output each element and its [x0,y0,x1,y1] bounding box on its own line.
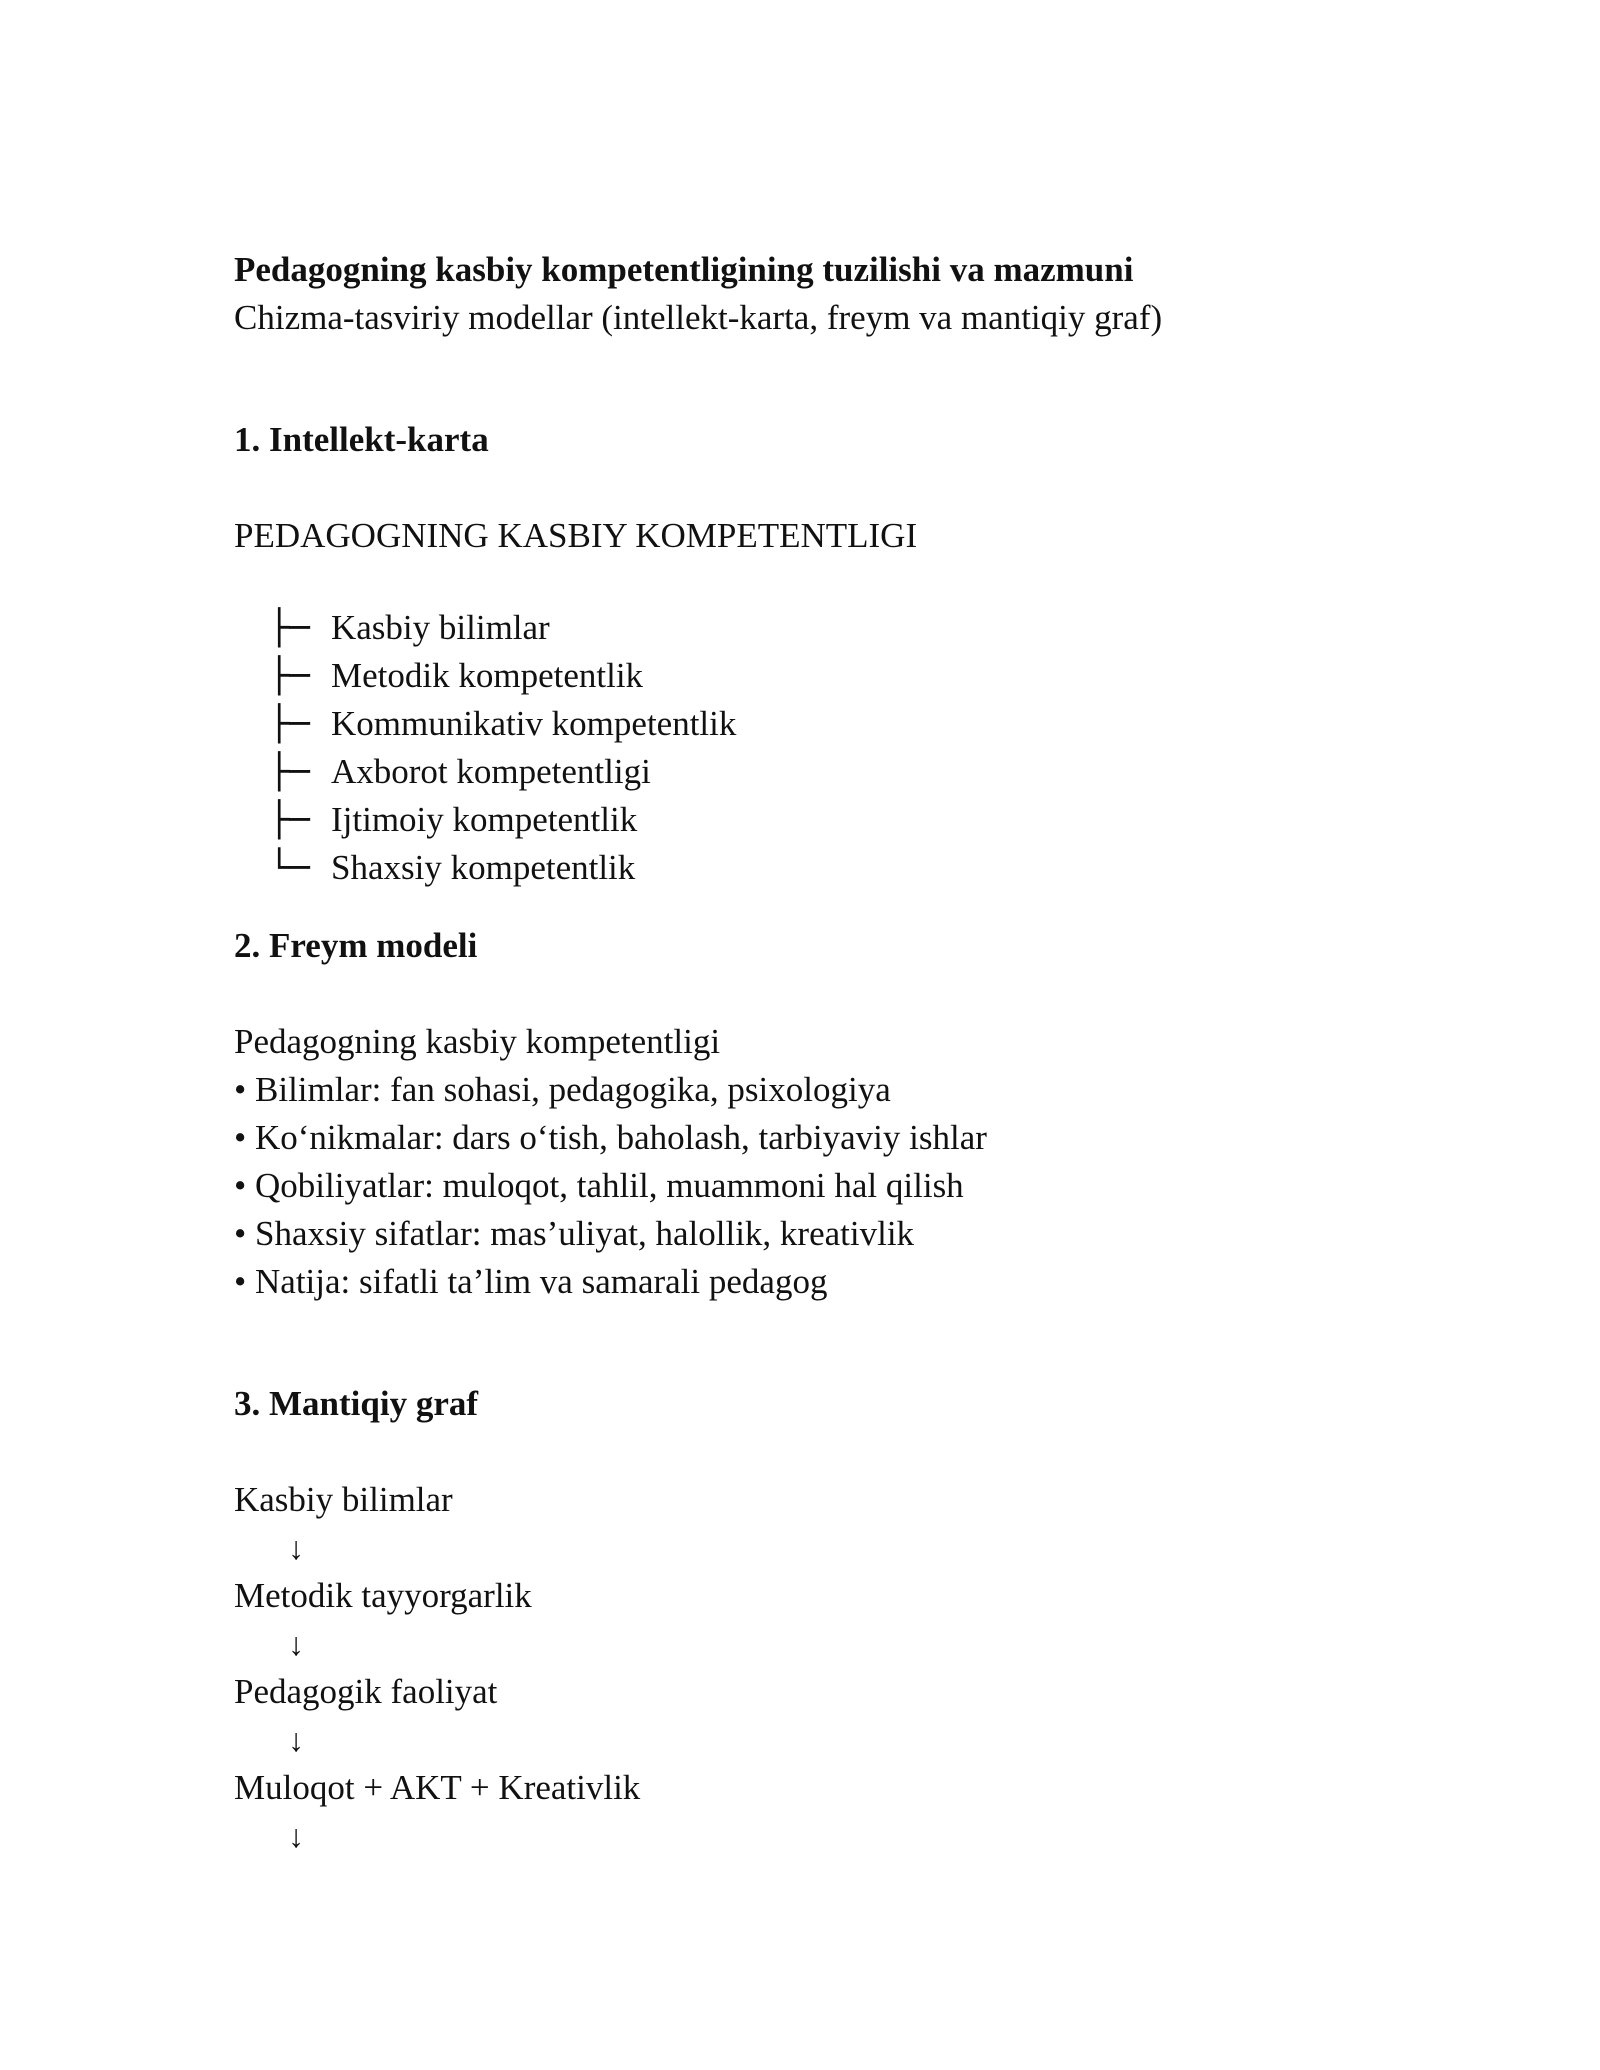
tree-connector: ├─ [269,656,310,696]
document-subtitle: Chizma-tasviriy modellar (intellekt-karta, freym va mantiqiy graf) [234,298,1163,337]
down-arrow-icon: ↓ [288,1818,304,1854]
graph-node: Muloqot + AKT + Kreativlik [234,1768,641,1807]
mindmap-branch-label: Shaxsiy kompetentlik [331,848,636,887]
tree-connector: ├─ [269,752,310,792]
frame-title: Pedagogning kasbiy kompetentligi [234,1022,721,1061]
frame-item: • Ko‘nikmalar: dars o‘tish, baholash, tarbiyaviy ishlar [234,1118,987,1157]
document-title: Pedagogning kasbiy kompetentligining tuzilishi va mazmuni [234,250,1134,289]
tree-connector: ├─ [269,608,310,648]
graph-node: Kasbiy bilimlar [234,1480,453,1519]
tree-connector: ├─ [269,800,310,840]
section1-heading: 1. Intellekt-karta [234,420,489,459]
mindmap-branch-label: Kommunikativ kompetentlik [331,704,737,743]
frame-item: • Bilimlar: fan sohasi, pedagogika, psixologiya [234,1070,891,1109]
section2-heading: 2. Freym modeli [234,926,478,965]
mindmap-branch-label: Ijtimoiy kompetentlik [331,800,638,839]
down-arrow-icon: ↓ [288,1626,304,1662]
frame-item: • Qobiliyatlar: muloqot, tahlil, muammoni hal qilish [234,1166,964,1205]
frame-item: • Natija: sifatli ta’lim va samarali pedagog [234,1262,828,1301]
mindmap-branch-label: Metodik kompetentlik [331,656,644,695]
down-arrow-icon: ↓ [288,1722,304,1758]
graph-node: Pedagogik faoliyat [234,1672,498,1711]
tree-connector: ├─ [269,704,310,744]
graph-node: Metodik tayyorgarlik [234,1576,532,1615]
tree-connector: └─ [269,848,310,888]
section3-heading: 3. Mantiqiy graf [234,1384,479,1423]
mindmap-root: PEDAGOGNING KASBIY KOMPETENTLIGI [234,516,918,555]
mindmap-branch [234,800,638,934]
mindmap-branch-label: Kasbiy bilimlar [331,608,550,647]
down-arrow-icon: ↓ [288,1530,304,1566]
frame-item: • Shaxsiy sifatlar: mas’uliyat, halollik, kreativlik [234,1214,915,1253]
mindmap-branch-label: Axborot kompetentligi [331,752,651,791]
